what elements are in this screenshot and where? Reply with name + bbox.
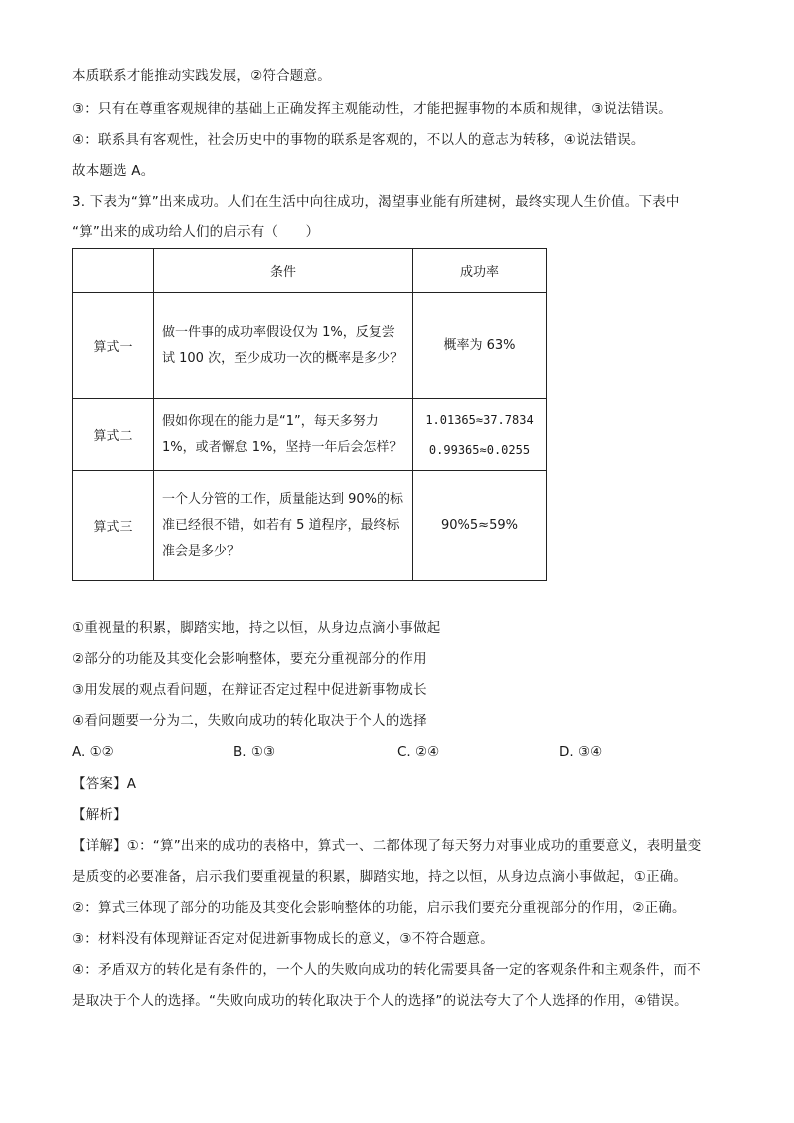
table-row-condition: 假如你现在的能力是“1”，每天多努力 1%，或者懈怠 1%，坚持一年后会怎样？ [154,399,413,471]
table-header-blank [73,249,154,293]
table-row-rate [413,399,547,471]
table-row-label: 算式三 [73,471,154,581]
analysis-line-6: 是取决于个人的选择。“失败向成功的转化取决于个人的选择”的说法夸大了个人选择的作用，④错误。 [72,993,688,1009]
answer-line: 【答案】A [72,776,137,792]
table-row-label: 算式二 [73,399,154,471]
table-header-rate: 成功率 [413,249,547,293]
rate-value: 0.99365≈0.0255 [428,442,531,457]
analysis-title: 【解析】 [72,807,127,823]
option-c: C. ②④ [397,744,440,760]
option-b: B. ①③ [233,744,276,760]
rate-value: 概率为 63% [443,337,516,353]
table-row [73,471,547,581]
table-header-row [73,249,547,293]
intro-line-1: 本质联系才能推动实践发展，②符合题意。 [72,68,331,84]
intro-line-2: ③：只有在尊重客观规律的基础上正确发挥主观能动性，才能把握事物的本质和规律，③说法错误。 [72,101,673,117]
statement-4: ④看问题要一分为二，失败向成功的转化取决于个人的选择 [72,713,427,729]
intro-line-4: 故本题选 A。 [72,163,155,179]
table-row [73,293,547,399]
statement-3: ③用发展的观点看问题，在辩证否定过程中促进新事物成长 [72,682,427,698]
table-row [73,399,547,471]
option-d: D. ③④ [559,744,603,760]
rate-value: 1.01365≈37.7834 [425,412,534,427]
table-header-condition: 条件 [154,249,413,293]
table-row-condition: 一个人分管的工作，质量能达到 90%的标准已经很不错，如若有 5 道程序，最终标准会是多少？ [154,471,413,581]
statement-1: ①重视量的积累，脚踏实地，持之以恒，从身边点滴小事做起 [72,620,441,636]
table-row-rate [413,471,547,581]
answer-options [72,744,692,764]
intro-line-3: ④：联系具有客观性，社会历史中的事物的联系是客观的，不以人的意志为转移，④说法错误。 [72,132,645,148]
success-calc-table [72,248,547,581]
analysis-line-2: 是质变的必要准备，启示我们要重视量的积累，脚踏实地，持之以恒，从身边点滴小事做起，①正确。 [72,869,688,885]
analysis-line-3: ②：算式三体现了部分的功能及其变化会影响整体的功能，启示我们要充分重视部分的作用，②正确。 [72,900,686,916]
statement-2: ②部分的功能及其变化会影响整体，要充分重视部分的作用 [72,651,427,667]
question-stem-line-1: 3. 下表为“算”出来成功。人们在生活中向往成功，渴望事业能有所建树，最终实现人生价值。下表中 [72,194,680,210]
option-a: A. ①② [72,744,114,760]
rate-value: 90%5≈59% [441,517,518,533]
analysis-line-4: ③：材料没有体现辩证否定对促进新事物成长的意义，③不符合题意。 [72,931,494,947]
table-row-label: 算式一 [73,293,154,399]
analysis-line-1: 【详解】①：“算”出来的成功的表格中，算式一、二都体现了每天努力对事业成功的重要意义，表明量变 [72,838,702,854]
analysis-line-5: ④：矛盾双方的转化是有条件的，一个人的失败向成功的转化需要具备一定的客观条件和主观条件，而不 [72,962,701,978]
table-row-rate [413,293,547,399]
question-stem-line-2: “算”出来的成功给人们的启示有（ ） [72,224,320,240]
table-row-condition: 做一件事的成功率假设仅为 1%，反复尝试 100 次，至少成功一次的概率是多少？ [154,293,413,399]
